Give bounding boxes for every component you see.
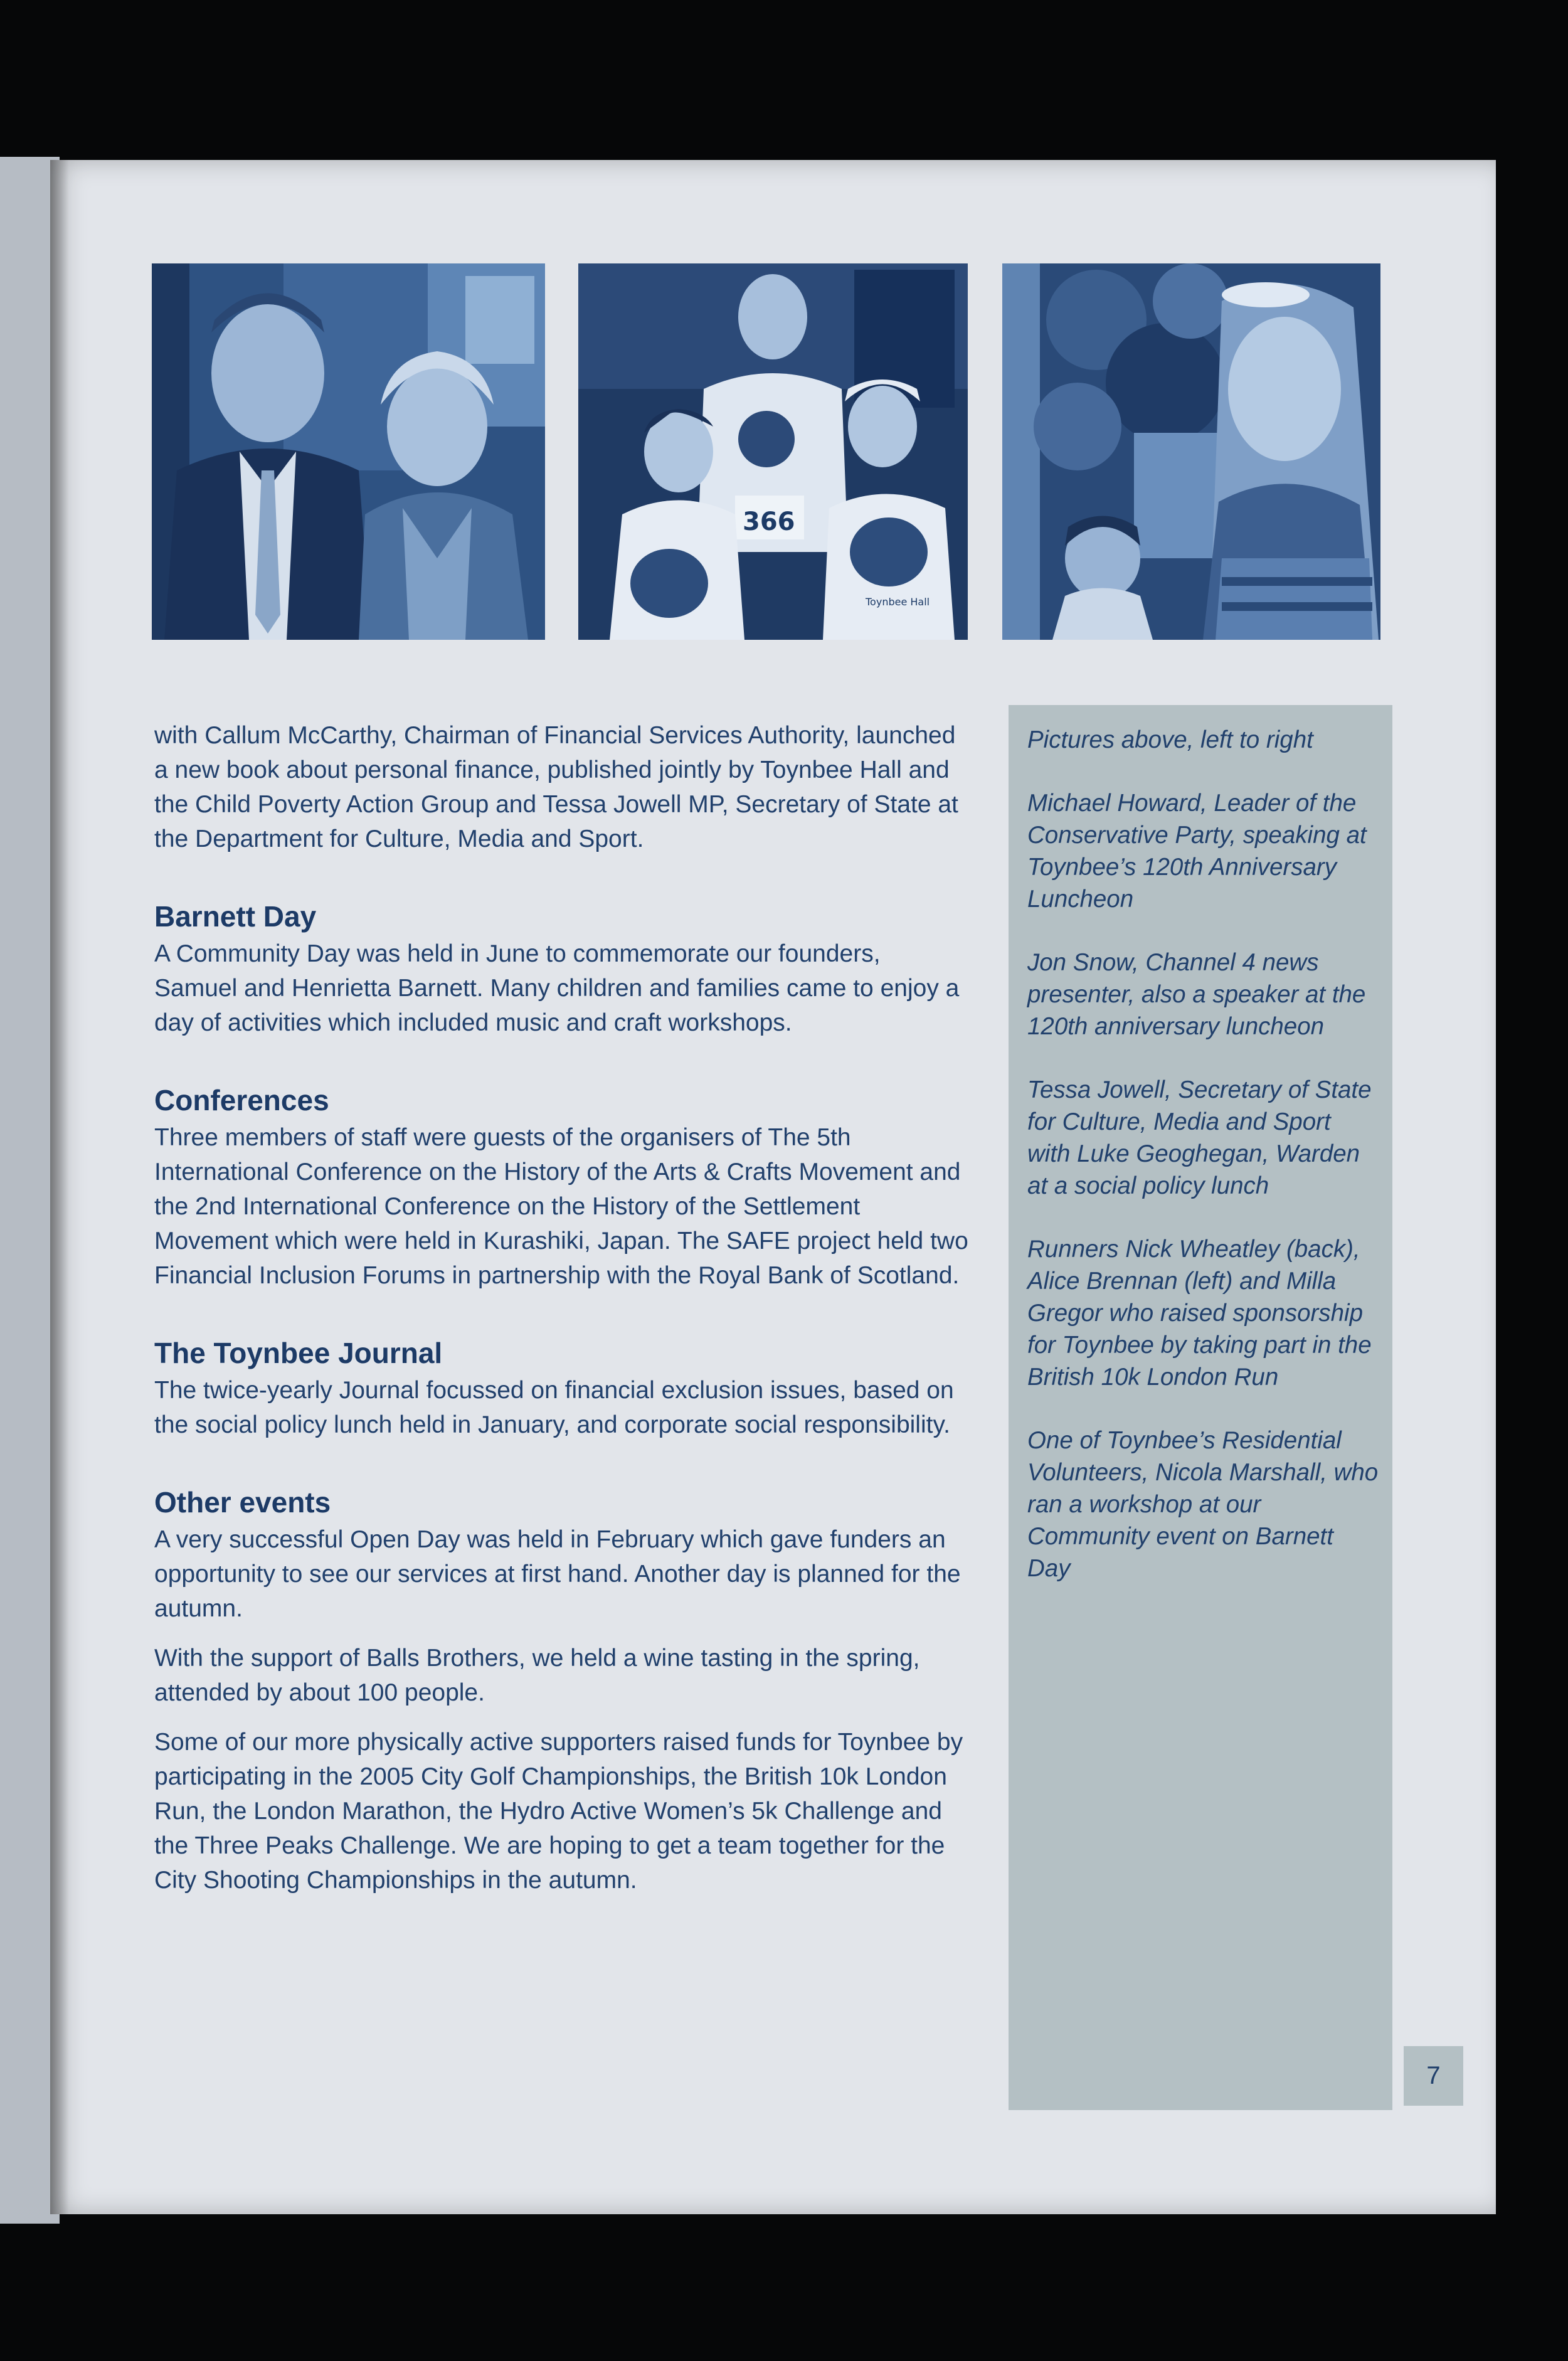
photo-howard-jowell-image	[152, 263, 545, 640]
caption-sidebar	[1009, 705, 1392, 2110]
photo-runners-image	[578, 263, 968, 640]
caption-item: Tessa Jowell, Secretary of State for Culture, Media and Sport with Luke Geoghegan, Warden at a social policy lunch	[1027, 1076, 1372, 1199]
main-text-column	[154, 718, 970, 1897]
caption-item: Runners Nick Wheatley (back), Alice Brennan (left) and Milla Gregor who raised sponsorship for Toynbee by taking part in the British 10k London Run	[1027, 1236, 1372, 1391]
caption-item: One of Toynbee’s Residential Volunteers, Nicola Marshall, who ran a workshop at our Community event on Barnett Day	[1027, 1427, 1379, 1582]
shirt-label-text: Toynbee Hall	[866, 596, 930, 608]
page-fold-shadow	[50, 160, 69, 2214]
other-events-paragraph-3: Some of our more physically active supporters raised funds for Toynbee by participating in the 2005 City Golf Championships, the British 10k London Run, the London Marathon, the Hydro Active Women’s 5k Challenge and the Three Peaks Challenge. We are hoping to get a team together for the City Shooting Championships in the autumn.	[154, 1729, 963, 1894]
caption-list	[1027, 724, 1379, 1616]
toynbee-journal-paragraph: The twice-yearly Journal focussed on financial exclusion issues, based on the social policy lunch held in January, and corporate social responsibility.	[154, 1377, 954, 1438]
section-heading-barnett-day: Barnett Day	[154, 900, 317, 933]
photo-nicola-marshall-image	[1002, 263, 1380, 640]
other-events-paragraph-1: A very successful Open Day was held in February which gave funders an opportunity to see our services at first hand. Another day is planned for the autumn.	[154, 1526, 961, 1622]
page-number: 7	[1404, 2046, 1463, 2106]
photo-nicola-marshall	[1002, 263, 1380, 640]
conferences-paragraph: Three members of staff were guests of the organisers of The 5th International Conference on the History of the Arts & Crafts Movement and the 2nd International Conference on the History of the Settlement Movement which were held in Kurashiki, Japan. The SAFE project held two Financial Inclusion Forums in partnership with the Royal Bank of Scotland.	[154, 1124, 968, 1289]
photo-howard-jowell	[152, 263, 545, 640]
caption-item: Jon Snow, Channel 4 news presenter, also a speaker at the 120th anniversary luncheon	[1027, 949, 1366, 1040]
race-number-text: 366	[743, 507, 795, 536]
section-heading-toynbee-journal: The Toynbee Journal	[154, 1337, 443, 1369]
caption-header: Pictures above, left to right	[1027, 726, 1313, 753]
barnett-day-paragraph: A Community Day was held in June to commemorate our founders, Samuel and Henrietta Barnett. Many children and families came to enjoy a day of activities which included music and craft workshops.	[154, 940, 960, 1036]
section-heading-other-events: Other events	[154, 1486, 331, 1519]
caption-item: Michael Howard, Leader of the Conservative Party, speaking at Toynbee’s 120th Anniversary Luncheon	[1027, 790, 1367, 913]
other-events-paragraph-2: With the support of Balls Brothers, we held a wine tasting in the spring, attended by about 100 people.	[154, 1645, 920, 1706]
section-heading-conferences: Conferences	[154, 1084, 329, 1117]
intro-paragraph: with Callum McCarthy, Chairman of Financial Services Authority, launched a new book about personal finance, published jointly by Toynbee Hall and the Child Poverty Action Group and Tessa Jowell MP, Secretary of State at the Department for Culture, Media and Sport.	[154, 722, 958, 852]
photo-runners	[578, 263, 968, 640]
